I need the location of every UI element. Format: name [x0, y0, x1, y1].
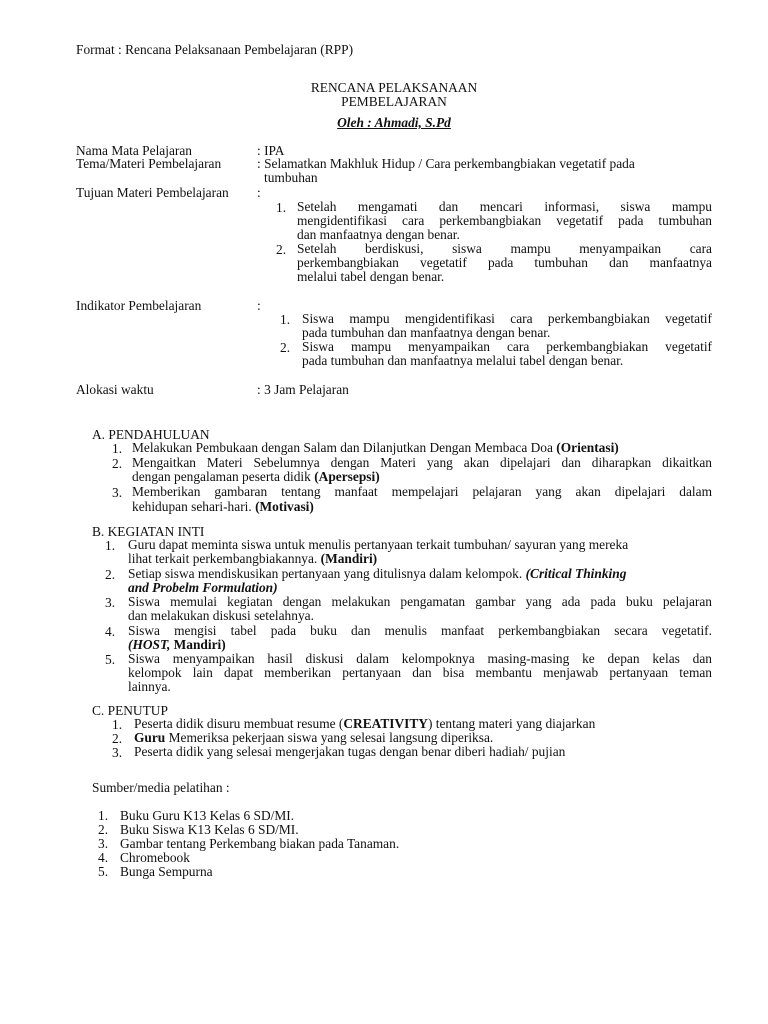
format-line: Format : Rencana Pelaksanaan Pembelajaran (RPP): [76, 42, 354, 57]
section-a-item-3-line-2: kehidupan sehari-hari. (Motivasi): [132, 499, 314, 514]
section-c-number-2: 2.: [112, 731, 123, 746]
title-line-1: RENCANA PELAKSANAAN: [310, 80, 478, 95]
author-line: Oleh : Ahmadi, S.Pd: [337, 115, 451, 130]
mapel-label: Nama Mata Pelajaran: [76, 143, 192, 158]
section-c-item-2: Guru Memeriksa pekerjaan siswa yang selesai langsung diperiksa.: [134, 730, 494, 745]
section-b-item-2-line-1: Setiap siswa mendiskusikan pertanyaan yang ditulisnya dalam kelompok. (Critical Thinking: [128, 566, 627, 581]
indikator-item-2-line-2: pada tumbuhan dan manfaatnya melalui tabel dengan benar.: [302, 353, 624, 368]
section-a-number-3: 3.: [112, 485, 123, 500]
section-a-item-3-line-1: Memberikan gambaran tentang manfaat mempelajari pelajaran yang akan dipelajari dalam: [132, 484, 712, 499]
section-a-item-1: Melakukan Pembukaan dengan Salam dan Dilanjutkan Dengan Membaca Doa (Orientasi): [132, 440, 619, 455]
sumber-item-3: Gambar tentang Perkembang biakan pada Tanaman.: [120, 836, 400, 851]
sumber-heading: Sumber/media pelatihan :: [92, 780, 230, 795]
indikator-number-1: 1.: [280, 312, 291, 327]
indikator-number-2: 2.: [280, 340, 291, 355]
section-b-item-3-line-1: Siswa memulai kegiatan dengan melakukan pengamatan gambar yang ada pada buku pelajaran: [128, 594, 712, 609]
sumber-number-3: 3.: [98, 836, 109, 851]
section-c-number-3: 3.: [112, 745, 123, 760]
sumber-item-2: Buku Siswa K13 Kelas 6 SD/MI.: [120, 822, 299, 837]
indikator-item-2-line-1: Siswa mampu menyampaikan cara perkembangbiakan vegetatif: [302, 339, 712, 354]
section-b-number-1: 1.: [105, 538, 116, 553]
sumber-item-1: Buku Guru K13 Kelas 6 SD/MI.: [120, 808, 295, 823]
section-a-heading: A. PENDAHULUAN: [92, 427, 210, 442]
section-c-item-1: Peserta didik disuru membuat resume (CREATIVITY) tentang materi yang diajarkan: [134, 716, 596, 731]
section-a-item-2-line-2: dengan pengalaman peserta didik (Apersepsi): [132, 469, 380, 484]
alokasi-value: : 3 Jam Pelajaran: [257, 382, 349, 397]
section-b-item-1-line-2: lihat terkait perkembangbiakannya. (Mandiri): [128, 551, 378, 566]
indikator-label: Indikator Pembelajaran: [76, 298, 202, 313]
section-b-number-2: 2.: [105, 567, 116, 582]
section-a-item-2-line-1: Mengaitkan Materi Sebelumnya dengan Materi yang akan dipelajari dan diharapkan dikaitkan: [132, 455, 712, 470]
tujuan-item-2-line-1: Setelah berdiskusi, siswa mampu menyampaikan cara: [297, 241, 712, 256]
tujuan-item-1-line-2: mengidentifikasi cara perkembangbiakan vegetatif pada tumbuhan: [297, 213, 712, 228]
indikator-colon: :: [257, 298, 261, 313]
sumber-number-4: 4.: [98, 850, 109, 865]
section-c-number-1: 1.: [112, 717, 123, 732]
sumber-number-1: 1.: [98, 808, 109, 823]
alokasi-label: Alokasi waktu: [76, 382, 154, 397]
tema-label: Tema/Materi Pembelajaran: [76, 156, 222, 171]
section-b-heading: B. KEGIATAN INTI: [92, 524, 205, 539]
tujuan-label: Tujuan Materi Pembelajaran: [76, 185, 229, 200]
sumber-number-2: 2.: [98, 822, 109, 837]
mapel-value: : IPA: [257, 143, 285, 158]
indikator-item-1-line-2: pada tumbuhan dan manfaatnya dengan benar.: [302, 325, 551, 340]
section-b-item-5-line-2: kelompok lain dapat memberikan pertanyaan dan bisa membantu menjawab pertanyaan teman: [128, 665, 712, 680]
sumber-number-5: 5.: [98, 864, 109, 879]
section-b-item-5-line-3: lainnya.: [128, 679, 171, 694]
section-b-item-5-line-1: Siswa menyampaikan hasil diskusi dalam kelompoknya masing-masing ke depan kelas dan: [128, 651, 712, 666]
section-a-number-1: 1.: [112, 441, 123, 456]
section-a-number-2: 2.: [112, 456, 123, 471]
tema-value-line-1: : Selamatkan Makhluk Hidup / Cara perkembangbiakan vegetatif pada: [257, 156, 635, 171]
tujuan-item-1-line-3: dan manfaatnya dengan benar.: [297, 227, 460, 242]
tujuan-number-1: 1.: [276, 200, 287, 215]
tujuan-item-2-line-3: melalui tabel dengan benar.: [297, 269, 445, 284]
section-b-item-2-line-2: and Probelm Formulation): [128, 580, 278, 595]
section-b-item-1-line-1: Guru dapat meminta siswa untuk menulis pertanyaan terkait tumbuhan/ sayuran yang mereka: [128, 537, 629, 552]
tujuan-item-2-line-2: perkembangbiakan vegetatif pada tumbuhan dan manfaatnya: [297, 255, 712, 270]
section-b-number-4: 4.: [105, 624, 116, 639]
section-c-item-3: Peserta didik yang selesai mengerjakan tugas dengan benar diberi hadiah/ pujian: [134, 744, 566, 759]
section-c-heading: C. PENUTUP: [92, 703, 168, 718]
tujuan-item-1-line-1: Setelah mengamati dan mencari informasi, siswa mampu: [297, 199, 712, 214]
sumber-item-5: Bunga Sempurna: [120, 864, 213, 879]
section-b-item-4-line-2: (HOST, Mandiri): [128, 637, 226, 652]
section-b-item-4-line-1: Siswa mengisi tabel pada buku dan menulis manfaat perkembangbiakan secara vegetatif.: [128, 623, 712, 638]
tema-value-line-2: tumbuhan: [264, 170, 318, 185]
indikator-item-1-line-1: Siswa mampu mengidentifikasi cara perkembangbiakan vegetatif: [302, 311, 712, 326]
sumber-item-4: Chromebook: [120, 850, 190, 865]
section-b-number-5: 5.: [105, 652, 116, 667]
section-b-item-3-line-2: dan melakukan diskusi setelahnya.: [128, 608, 314, 623]
title-line-2: PEMBELAJARAN: [341, 94, 447, 109]
section-b-number-3: 3.: [105, 595, 116, 610]
tujuan-colon: :: [257, 185, 261, 200]
tujuan-number-2: 2.: [276, 242, 287, 257]
